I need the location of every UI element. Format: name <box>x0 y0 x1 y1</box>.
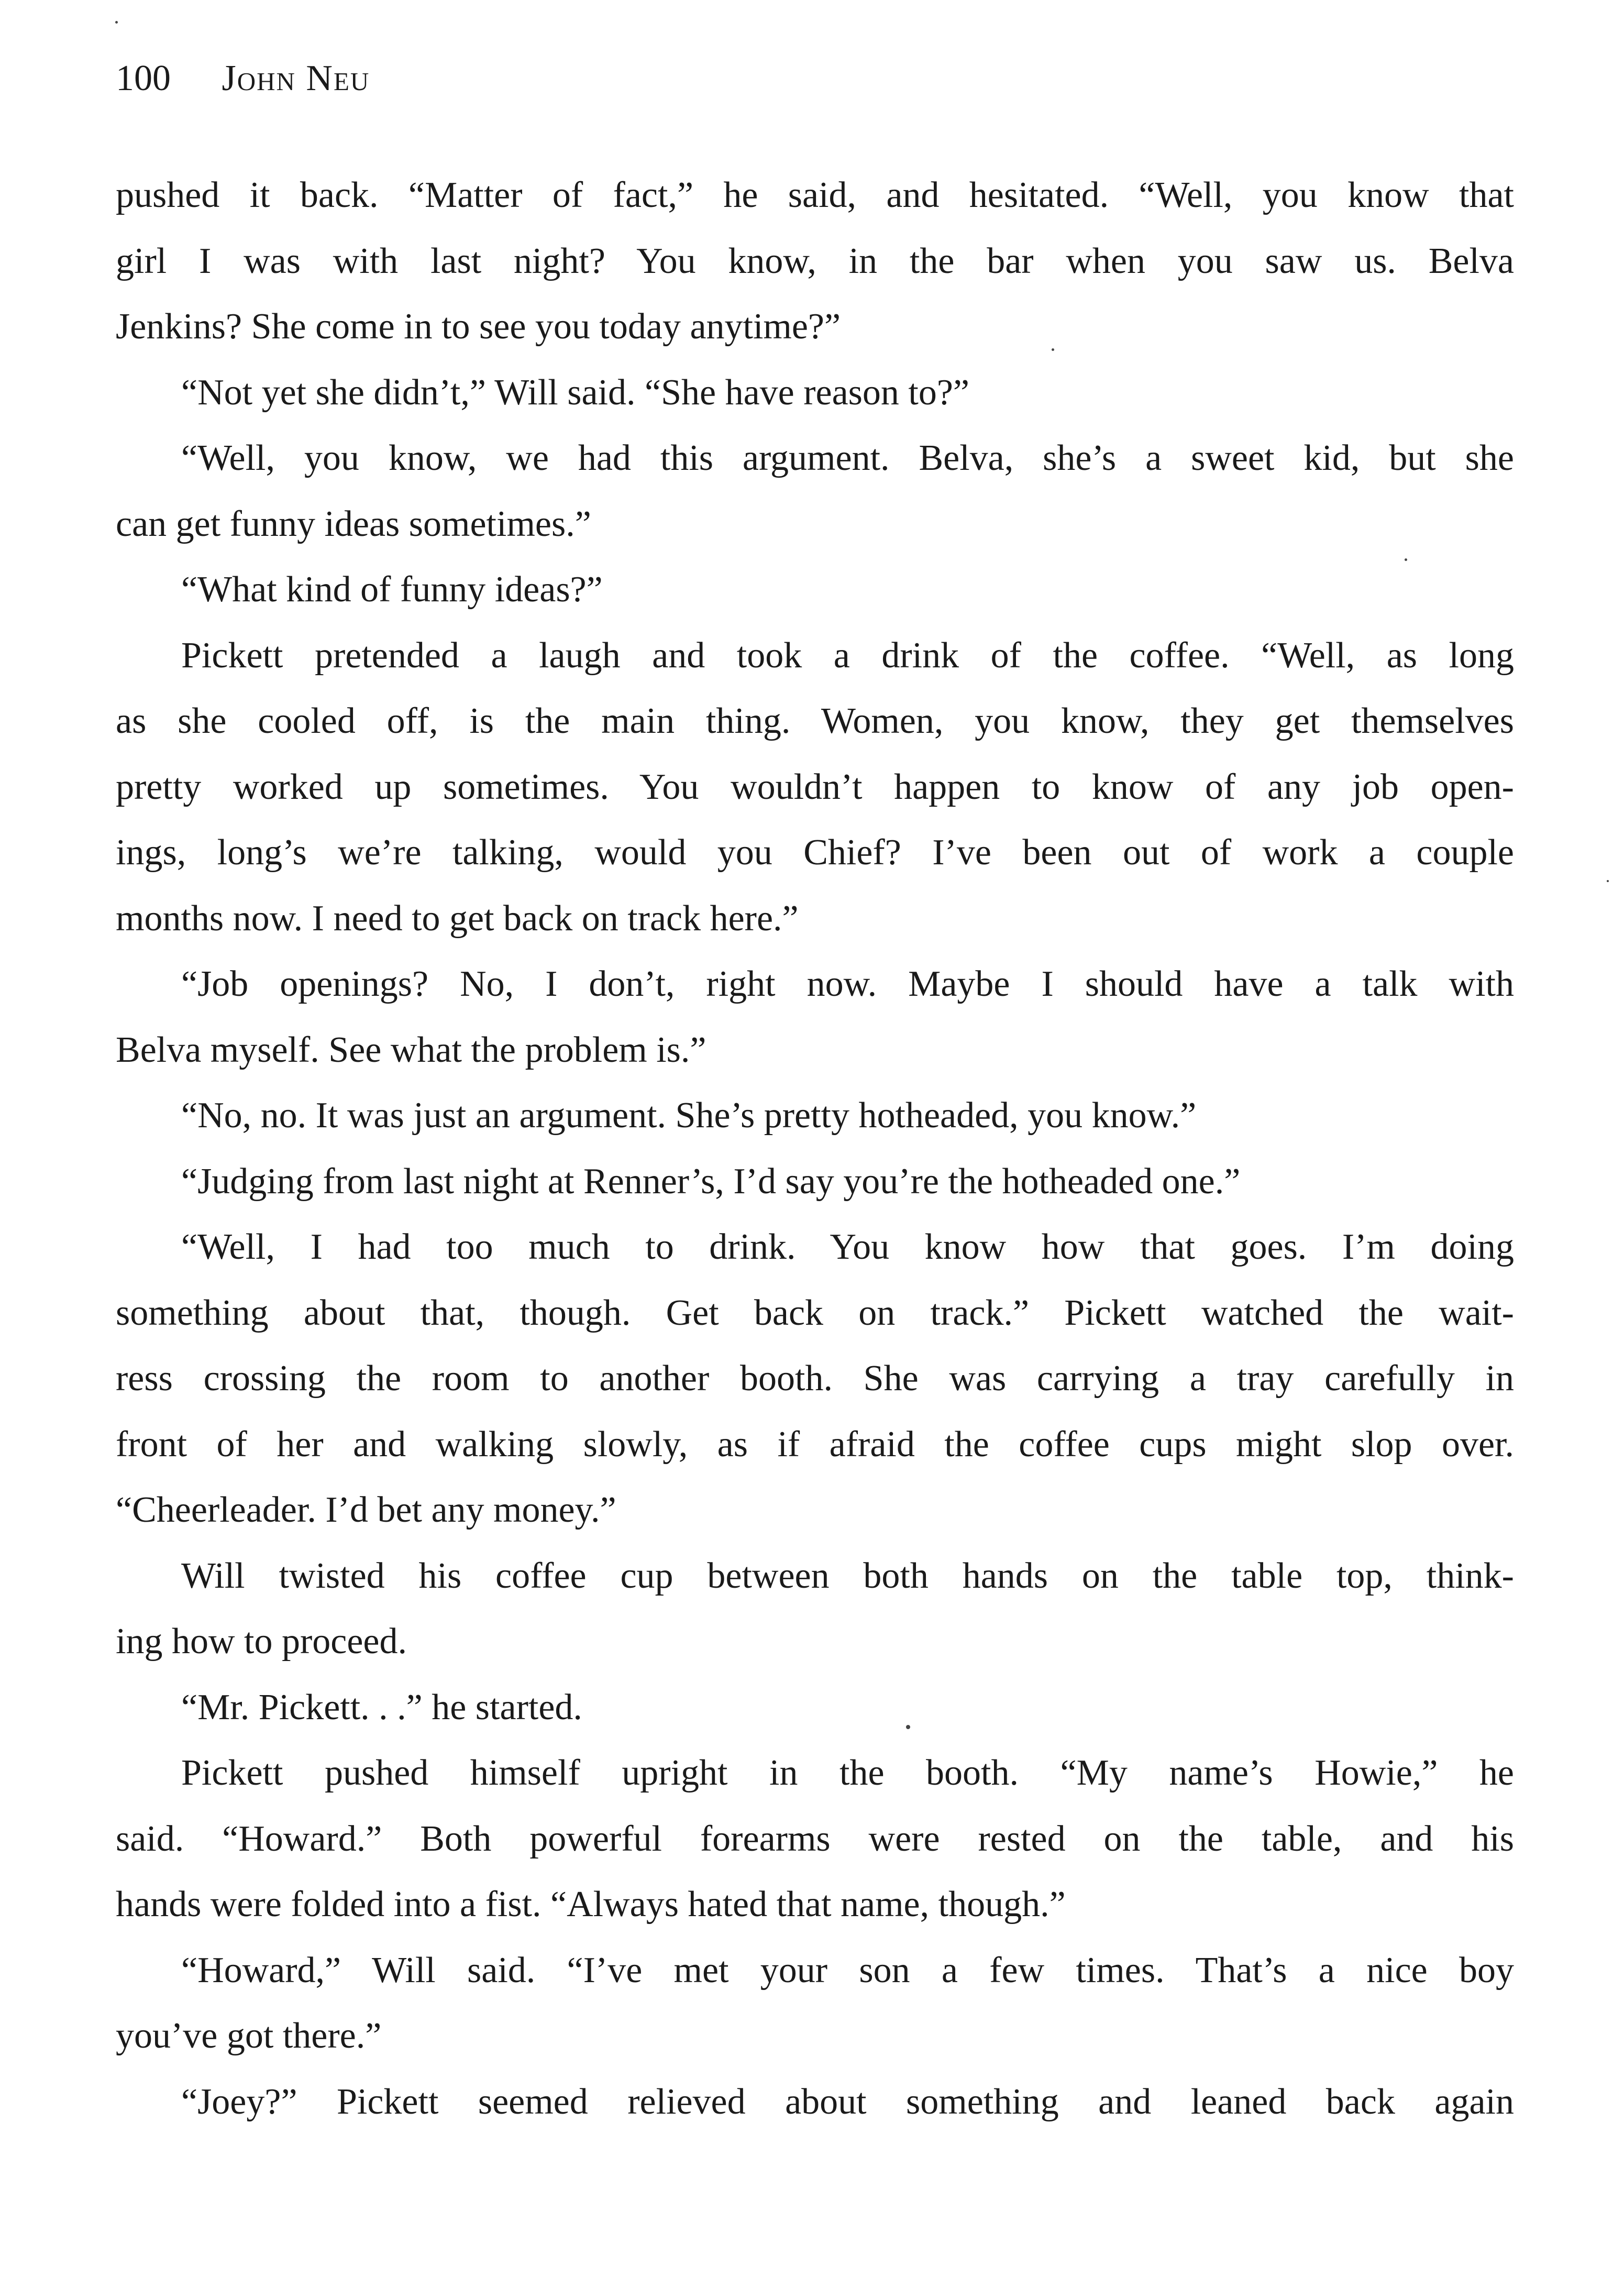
text-line: Belva myself. See what the problem is.” <box>116 1029 706 1070</box>
page-number: 100 <box>116 58 171 98</box>
text-line: Pickett pretended a laugh and took a drink of the coffee. “Well, as long <box>181 635 1514 676</box>
text-line: ing how to proceed. <box>116 1621 407 1662</box>
text-line: ress crossing the room to another booth. She was carrying a tray carefully in <box>116 1358 1514 1399</box>
text-line: as she cooled off, is the main thing. Women, you know, they get themselves <box>116 701 1514 741</box>
scan-speck <box>1607 880 1609 882</box>
running-head <box>116 55 370 102</box>
text-line: “Joey?” Pickett seemed relieved about something and leaned back again <box>181 2081 1514 2122</box>
text-line: something about that, though. Get back on track.” Pickett watched the wait- <box>116 1292 1514 1333</box>
text-line: said. “Howard.” Both powerful forearms were rested on the table, and his <box>116 1818 1514 1859</box>
text-line: “Mr. Pickett. . .” he started. <box>181 1687 582 1728</box>
text-line: can get funny ideas sometimes.” <box>116 503 591 544</box>
author-name: John Neu <box>222 58 370 98</box>
text-line: “Howard,” Will said. “I’ve met your son a few times. That’s a nice boy <box>181 1950 1514 1991</box>
text-line: Jenkins? She come in to see you today anytime?” <box>116 306 841 347</box>
text-line: front of her and walking slowly, as if afraid the coffee cups might slop over. <box>116 1424 1514 1465</box>
text-line: ings, long’s we’re talking, would you Chief? I’ve been out of work a couple <box>116 832 1514 873</box>
text-line: “What kind of funny ideas?” <box>181 569 603 610</box>
text-line: you’ve got there.” <box>116 2016 382 2056</box>
scan-speck <box>1405 558 1407 561</box>
text-line: “Well, I had too much to drink. You know how that goes. I’m doing <box>181 1227 1514 1267</box>
text-line: months now. I need to get back on track here.” <box>116 898 799 939</box>
text-line: “Cheerleader. I’d bet any money.” <box>116 1490 616 1530</box>
text-line: “Judging from last night at Renner’s, I’d say you’re the hotheaded one.” <box>181 1161 1241 1202</box>
text-line: Will twisted his coffee cup between both hands on the table top, think- <box>181 1555 1514 1596</box>
text-line: “No, no. It was just an argument. She’s pretty hotheaded, you know.” <box>181 1095 1197 1136</box>
text-line: girl I was with last night? You know, in the bar when you saw us. Belva <box>116 240 1514 281</box>
text-line: “Job openings? No, I don’t, right now. Maybe I should have a talk with <box>181 964 1514 1004</box>
text-line: “Not yet she didn’t,” Will said. “She have reason to?” <box>181 372 969 413</box>
body-text <box>116 162 1514 2135</box>
scan-speck <box>1052 348 1054 351</box>
text-line: “Well, you know, we had this argument. Belva, she’s a sweet kid, but she <box>181 438 1514 478</box>
text-line: Pickett pushed himself upright in the booth. “My name’s Howie,” he <box>181 1753 1514 1793</box>
text-line: hands were folded into a fist. “Always hated that name, though.” <box>116 1884 1066 1925</box>
text-line: pretty worked up sometimes. You wouldn’t happen to know of any job open- <box>116 766 1514 807</box>
text-line: pushed it back. “Matter of fact,” he said, and hesitated. “Well, you know that <box>116 175 1514 215</box>
scan-speck <box>906 1725 910 1729</box>
scan-speck <box>115 21 118 24</box>
